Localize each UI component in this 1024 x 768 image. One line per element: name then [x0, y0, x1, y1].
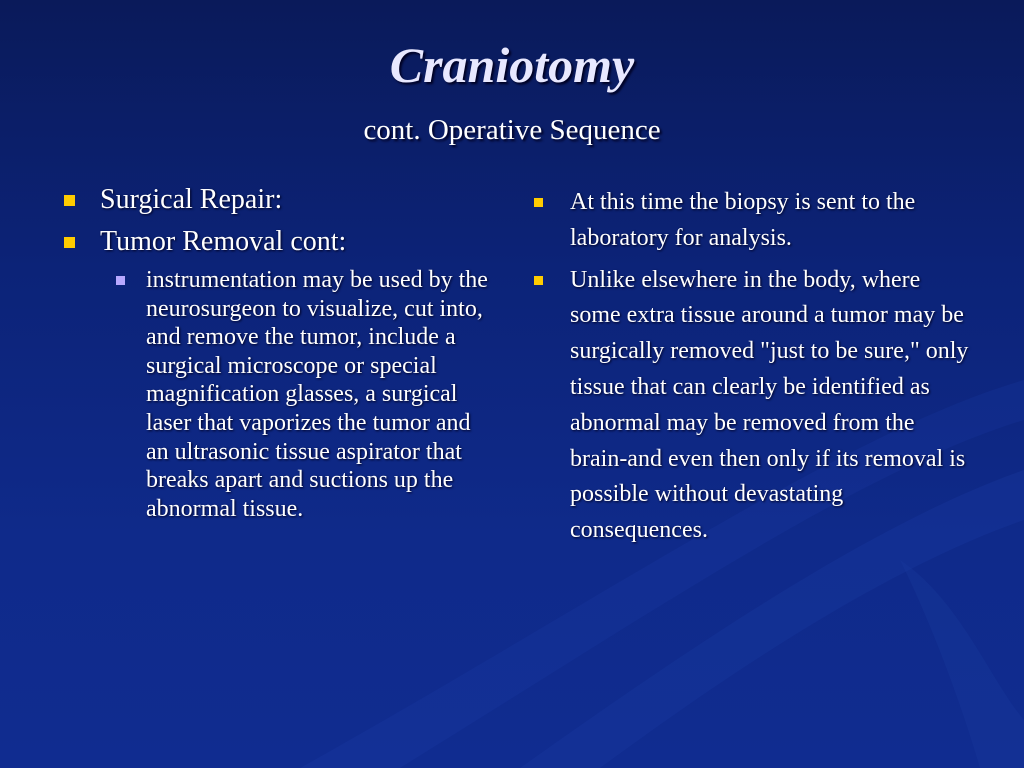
square-bullet-icon [534, 276, 543, 285]
slide-subtitle: cont. Operative Sequence [363, 114, 661, 146]
list-item-text: Unlike elsewhere in the body, where some extra tissue around a tumor may be surgically removed "just to be sure," only tissue that can clearly be identified as abnormal may be removed from the brain-and even then only if its removal is possible without devastating consequences. [570, 266, 969, 544]
square-bullet-icon [64, 237, 75, 248]
list-item-tumor-removal [62, 224, 492, 260]
sub-list-item-text: instrumentation may be used by the neurosurgeon to visualize, cut into, and remove the tumor, include a surgical microscope or special magnification glasses, a surgical laser that vaporizes the tumor and an ultrasonic tissue aspirator that breaks apart and suctions up the abnormal tissue. [146, 267, 488, 522]
list-item-text: Surgical Repair: [100, 184, 283, 215]
list-item-text: Tumor Removal cont: [100, 226, 347, 257]
list-item-text: At this time the biopsy is sent to the laboratory for analysis. [570, 189, 916, 251]
square-bullet-icon [64, 195, 75, 206]
slide-title: Craniotomy [389, 37, 635, 93]
square-bullet-icon [534, 198, 543, 207]
right-column [532, 185, 972, 555]
left-bullet-list [62, 182, 492, 523]
sub-list-item-instrumentation [62, 266, 492, 523]
left-column [62, 182, 492, 523]
list-item-biopsy [532, 185, 972, 257]
square-bullet-icon [116, 276, 125, 285]
right-bullet-list [532, 185, 972, 549]
list-item-unlike-elsewhere [532, 263, 972, 549]
list-item-surgical-repair [62, 182, 492, 218]
